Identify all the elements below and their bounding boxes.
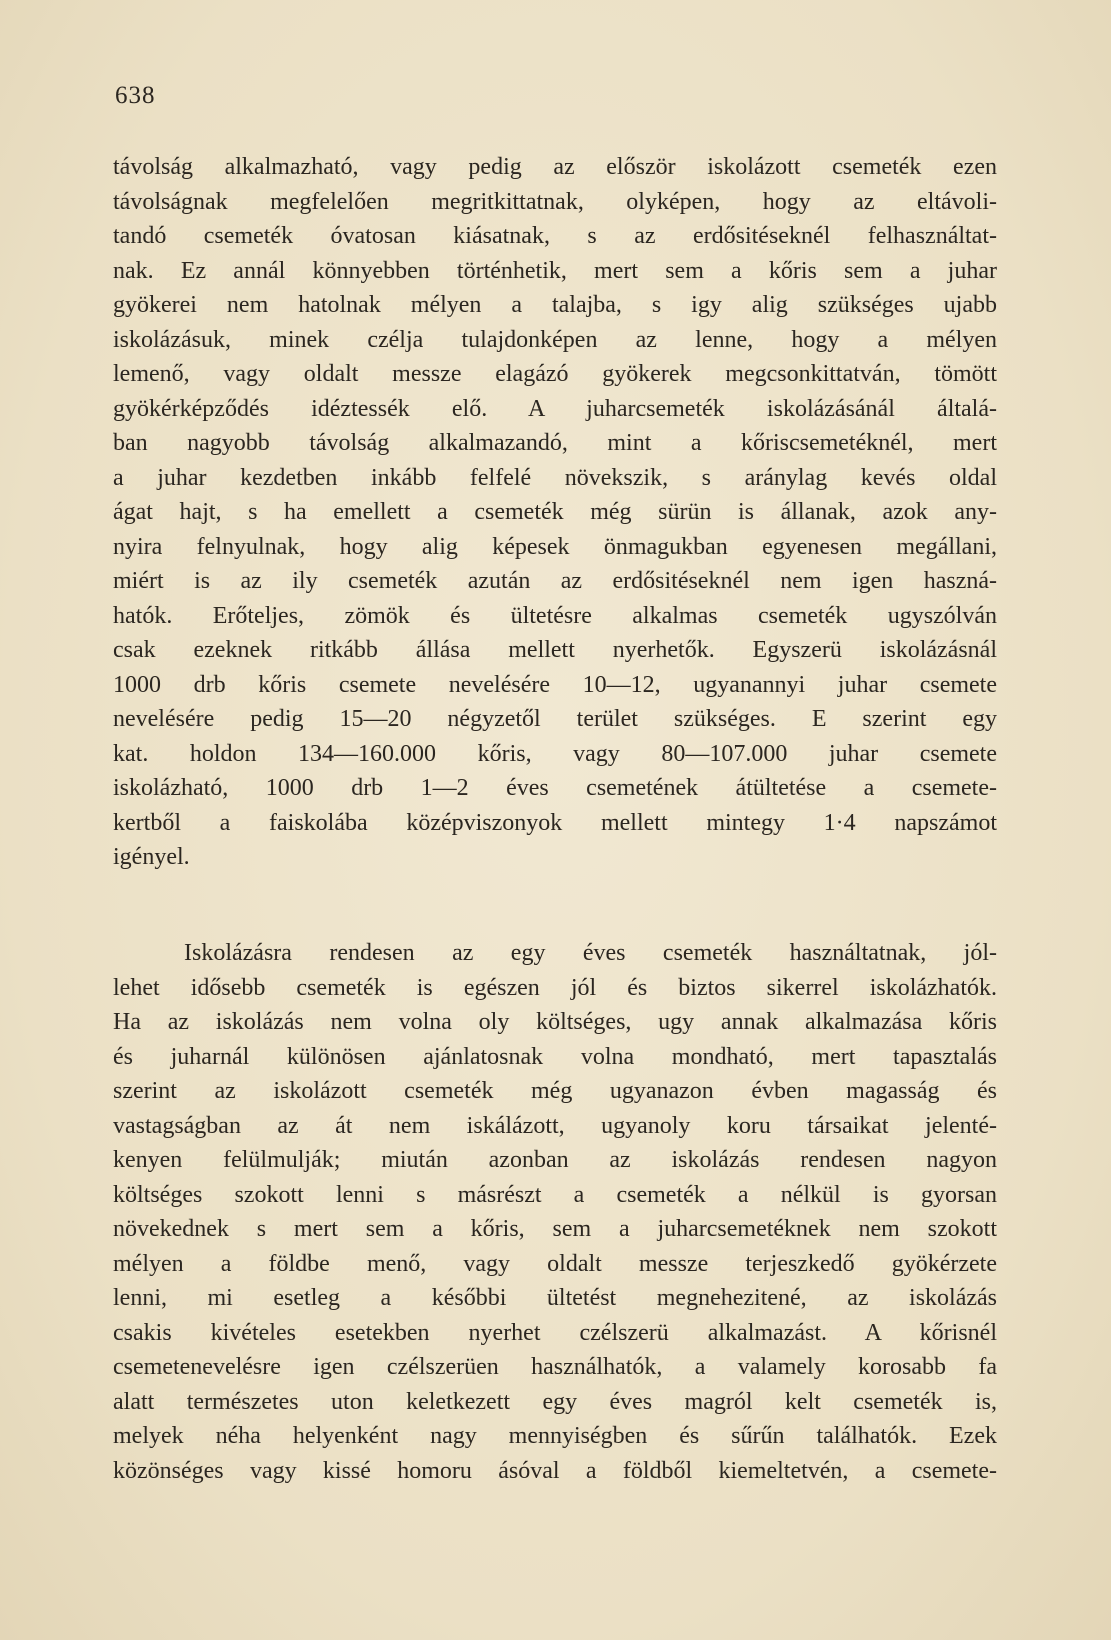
text-line: költséges szokott lenni s másrészt a csemeték a nélkül is gyorsan	[113, 1181, 997, 1208]
text-line: mélyen a földbe menő, vagy oldalt messze terjeszkedő gyökérzete	[113, 1250, 997, 1277]
text-line: csakis kivételes esetekben nyerhet czélszerü alkalmazást. A kőrisnél	[113, 1319, 997, 1346]
text-line: alatt természetes uton keletkezett egy éves magról kelt csemeték is,	[113, 1388, 997, 1415]
text-line: vastagságban az át nem iskálázott, ugyanoly koru társaikat jelenté-	[113, 1112, 997, 1139]
text-line: lenni, mi esetleg a későbbi ültetést megnehezitené, az iskolázás	[113, 1285, 997, 1311]
text-line: melyek néha helyenként nagy mennyiségben és sűrűn találhatók. Ezek	[113, 1423, 997, 1449]
text-line: kenyen felülmulják; miután azonban az iskolázás rendesen nagyon	[113, 1147, 997, 1173]
text-line: kertből a faiskolába középviszonyok mellett mintegy 1·4 napszámot	[113, 809, 997, 836]
text-line: iskolázásuk, minek czélja tulajdonképen az lenne, hogy a mélyen	[113, 326, 997, 353]
text-line: lehet idősebb csemeték is egészen jól és biztos sikerrel iskolázhatók.	[113, 974, 997, 1001]
text-line: kat. holdon 134—160.000 kőris, vagy 80—107.000 juhar csemete	[113, 740, 997, 767]
text-line: lemenő, vagy oldalt messze elagázó gyökerek megcsonkittatván, tömött	[113, 361, 997, 387]
text-line: igényel.	[113, 844, 190, 870]
text-line: ban nagyobb távolság alkalmazandó, mint a kőriscsemetéknél, mert	[113, 430, 997, 456]
text-line: növekednek s mert sem a kőris, sem a juharcsemetéknek nem szokott	[113, 1216, 997, 1242]
text-line: ágat hajt, s ha emellett a csemeték még sürün is állanak, azok any-	[113, 499, 997, 525]
text-line: csak ezeknek ritkább állása mellett nyerhetők. Egyszerü iskolázásnál	[113, 637, 997, 663]
text-line: miért is az ily csemeték azután az erdősitéseknél nem igen haszná-	[113, 568, 997, 594]
text-line: szerint az iskolázott csemeték még ugyanazon évben magasság és	[113, 1078, 997, 1104]
text-line: nak. Ez annál könnyebben történhetik, mert sem a kőris sem a juhar	[113, 257, 997, 284]
text-line: nevelésére pedig 15—20 négyzetől terület szükséges. E szerint egy	[113, 706, 997, 732]
text-line: és juharnál különösen ajánlatosnak volna mondható, mert tapasztalás	[113, 1043, 997, 1070]
paragraph-2	[113, 936, 997, 1488]
text-line: hatók. Erőteljes, zömök és ültetésre alkalmas csemeték ugyszólván	[113, 602, 997, 629]
text-line: tandó csemeték óvatosan kiásatnak, s az erdősitéseknél felhasználtat-	[113, 223, 997, 249]
text-line: csemetenevelésre igen czélszerüen használhatók, a valamely korosabb fa	[113, 1354, 997, 1380]
text-line: gyökérképződés idéztessék elő. A juharcsemeték iskolázásánál általá-	[113, 395, 997, 422]
page-number: 638	[115, 82, 156, 109]
text-line: távolság alkalmazható, vagy pedig az először iskolázott csemeték ezen	[113, 154, 997, 180]
text-line: nyira felnyulnak, hogy alig képesek önmagukban egyenesen megállani,	[113, 533, 997, 560]
text-line: Iskolázásra rendesen az egy éves csemeték használtatnak, jól-	[184, 940, 997, 966]
text-line: 1000 drb kőris csemete nevelésére 10—12, ugyanannyi juhar csemete	[113, 671, 997, 698]
text-line: közönséges vagy kissé homoru ásóval a földből kiemeltetvén, a csemete-	[113, 1457, 997, 1484]
text-line: a juhar kezdetben inkább felfelé növekszik, s aránylag kevés oldal	[113, 464, 997, 491]
text-line: gyökerei nem hatolnak mélyen a talajba, s igy alig szükséges ujabb	[113, 292, 997, 318]
text-line: iskolázható, 1000 drb 1—2 éves csemetének átültetése a csemete-	[113, 775, 997, 801]
text-line: távolságnak megfelelően megritkittatnak, olyképen, hogy az eltávoli-	[113, 188, 997, 215]
paragraph-1	[113, 150, 997, 875]
text-line: Ha az iskolázás nem volna oly költséges, ugy annak alkalmazása kőris	[113, 1009, 997, 1035]
